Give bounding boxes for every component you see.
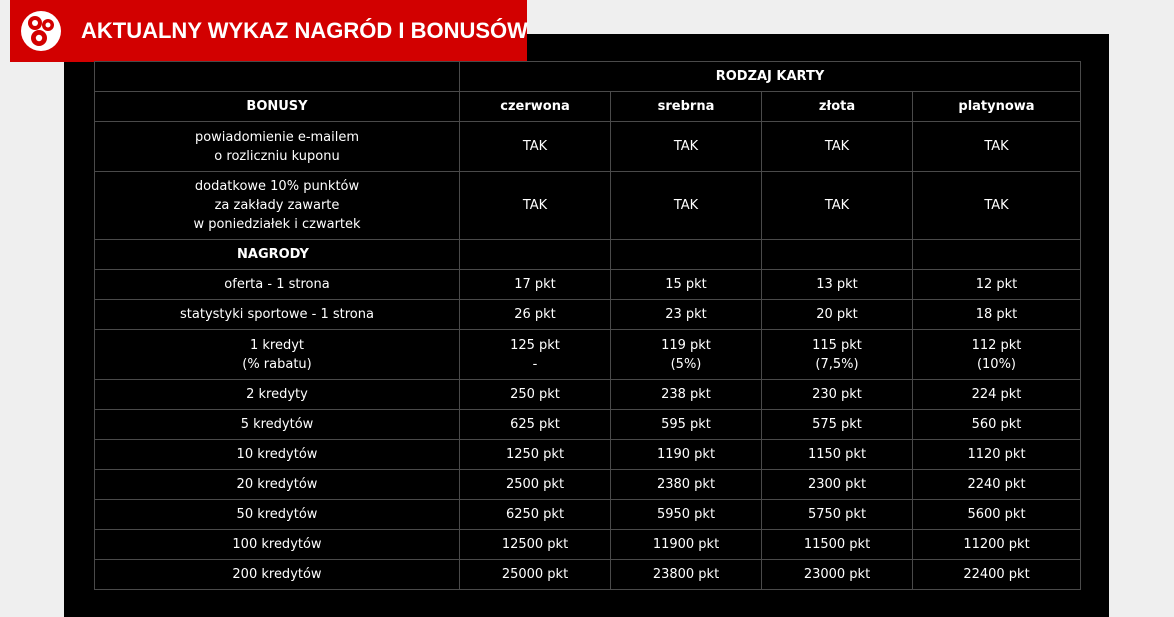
football-balls-icon — [19, 9, 63, 53]
row-label: powiadomienie e-mailem o rozliczniu kuponu — [95, 122, 460, 172]
cell-value: TAK — [611, 172, 762, 240]
rewards-section-row — [95, 240, 1081, 270]
empty-cell — [460, 240, 611, 270]
rewards-table — [94, 61, 1081, 590]
row-label: 1 kredyt (% rabatu) — [95, 330, 460, 380]
row-label: 2 kredyty — [95, 380, 460, 410]
cell-value: 23000 pkt — [762, 560, 913, 590]
cell-value: TAK — [611, 122, 762, 172]
table-row — [95, 380, 1081, 410]
cell-value: 17 pkt — [460, 270, 611, 300]
row-label: 5 kredytów — [95, 410, 460, 440]
cell-value: 12500 pkt — [460, 530, 611, 560]
table-header-row-cards — [95, 92, 1081, 122]
cell-value: 2380 pkt — [611, 470, 762, 500]
cell-value: 595 pkt — [611, 410, 762, 440]
table-row — [95, 330, 1081, 380]
cell-value: 230 pkt — [762, 380, 913, 410]
cell-value: 238 pkt — [611, 380, 762, 410]
cell-value: 26 pkt — [460, 300, 611, 330]
cell-value: 5950 pkt — [611, 500, 762, 530]
cell-value: 1150 pkt — [762, 440, 913, 470]
cell-value: 1120 pkt — [913, 440, 1081, 470]
row-label: 50 kredytów — [95, 500, 460, 530]
cell-value: TAK — [913, 172, 1081, 240]
cell-value: 5600 pkt — [913, 500, 1081, 530]
table-row — [95, 530, 1081, 560]
table-row — [95, 270, 1081, 300]
card-type-header: platynowa — [913, 92, 1081, 122]
cell-value: 625 pkt — [460, 410, 611, 440]
card-type-group-header: RODZAJ KARTY — [460, 62, 1081, 92]
card-type-header: złota — [762, 92, 913, 122]
page-header — [10, 0, 527, 62]
cell-value: TAK — [913, 122, 1081, 172]
row-label: statystyki sportowe - 1 strona — [95, 300, 460, 330]
table-row — [95, 172, 1081, 240]
table-row — [95, 300, 1081, 330]
row-label: oferta - 1 strona — [95, 270, 460, 300]
empty-cell — [95, 62, 460, 92]
cell-value: 1250 pkt — [460, 440, 611, 470]
empty-cell — [913, 240, 1081, 270]
cell-value: 2300 pkt — [762, 470, 913, 500]
cell-value: 12 pkt — [913, 270, 1081, 300]
cell-value: 15 pkt — [611, 270, 762, 300]
cell-value: 575 pkt — [762, 410, 913, 440]
cell-value: 25000 pkt — [460, 560, 611, 590]
table-row — [95, 560, 1081, 590]
cell-value: 22400 pkt — [913, 560, 1081, 590]
table-row — [95, 122, 1081, 172]
cell-value: 6250 pkt — [460, 500, 611, 530]
cell-value: TAK — [460, 122, 611, 172]
cell-value: 560 pkt — [913, 410, 1081, 440]
cell-value: 11200 pkt — [913, 530, 1081, 560]
table-row — [95, 500, 1081, 530]
cell-value: 112 pkt (10%) — [913, 330, 1081, 380]
cell-value: 18 pkt — [913, 300, 1081, 330]
cell-value: 125 pkt - — [460, 330, 611, 380]
row-label: 20 kredytów — [95, 470, 460, 500]
cell-value: 2240 pkt — [913, 470, 1081, 500]
rewards-section-header: NAGRODY — [95, 240, 460, 270]
cell-value: TAK — [762, 122, 913, 172]
empty-cell — [762, 240, 913, 270]
row-label: 200 kredytów — [95, 560, 460, 590]
card-type-header: srebrna — [611, 92, 762, 122]
cell-value: 250 pkt — [460, 380, 611, 410]
cell-value: TAK — [762, 172, 913, 240]
table-row — [95, 410, 1081, 440]
table-header-row-group — [95, 62, 1081, 92]
cell-value: 1190 pkt — [611, 440, 762, 470]
cell-value: 2500 pkt — [460, 470, 611, 500]
empty-cell — [611, 240, 762, 270]
row-label: 10 kredytów — [95, 440, 460, 470]
cell-value: 11900 pkt — [611, 530, 762, 560]
page-title: AKTUALNY WYKAZ NAGRÓD I BONUSÓW — [81, 18, 528, 43]
table-row — [95, 440, 1081, 470]
cell-value: 23800 pkt — [611, 560, 762, 590]
cell-value: 11500 pkt — [762, 530, 913, 560]
cell-value: TAK — [460, 172, 611, 240]
row-label: dodatkowe 10% punktów za zakłady zawarte w poniedziałek i czwartek — [95, 172, 460, 240]
cell-value: 5750 pkt — [762, 500, 913, 530]
cell-value: 13 pkt — [762, 270, 913, 300]
cell-value: 224 pkt — [913, 380, 1081, 410]
bonus-section-header: BONUSY — [95, 92, 460, 122]
table-row — [95, 470, 1081, 500]
card-type-header: czerwona — [460, 92, 611, 122]
cell-value: 23 pkt — [611, 300, 762, 330]
row-label: 100 kredytów — [95, 530, 460, 560]
cell-value: 119 pkt (5%) — [611, 330, 762, 380]
cell-value: 115 pkt (7,5%) — [762, 330, 913, 380]
cell-value: 20 pkt — [762, 300, 913, 330]
